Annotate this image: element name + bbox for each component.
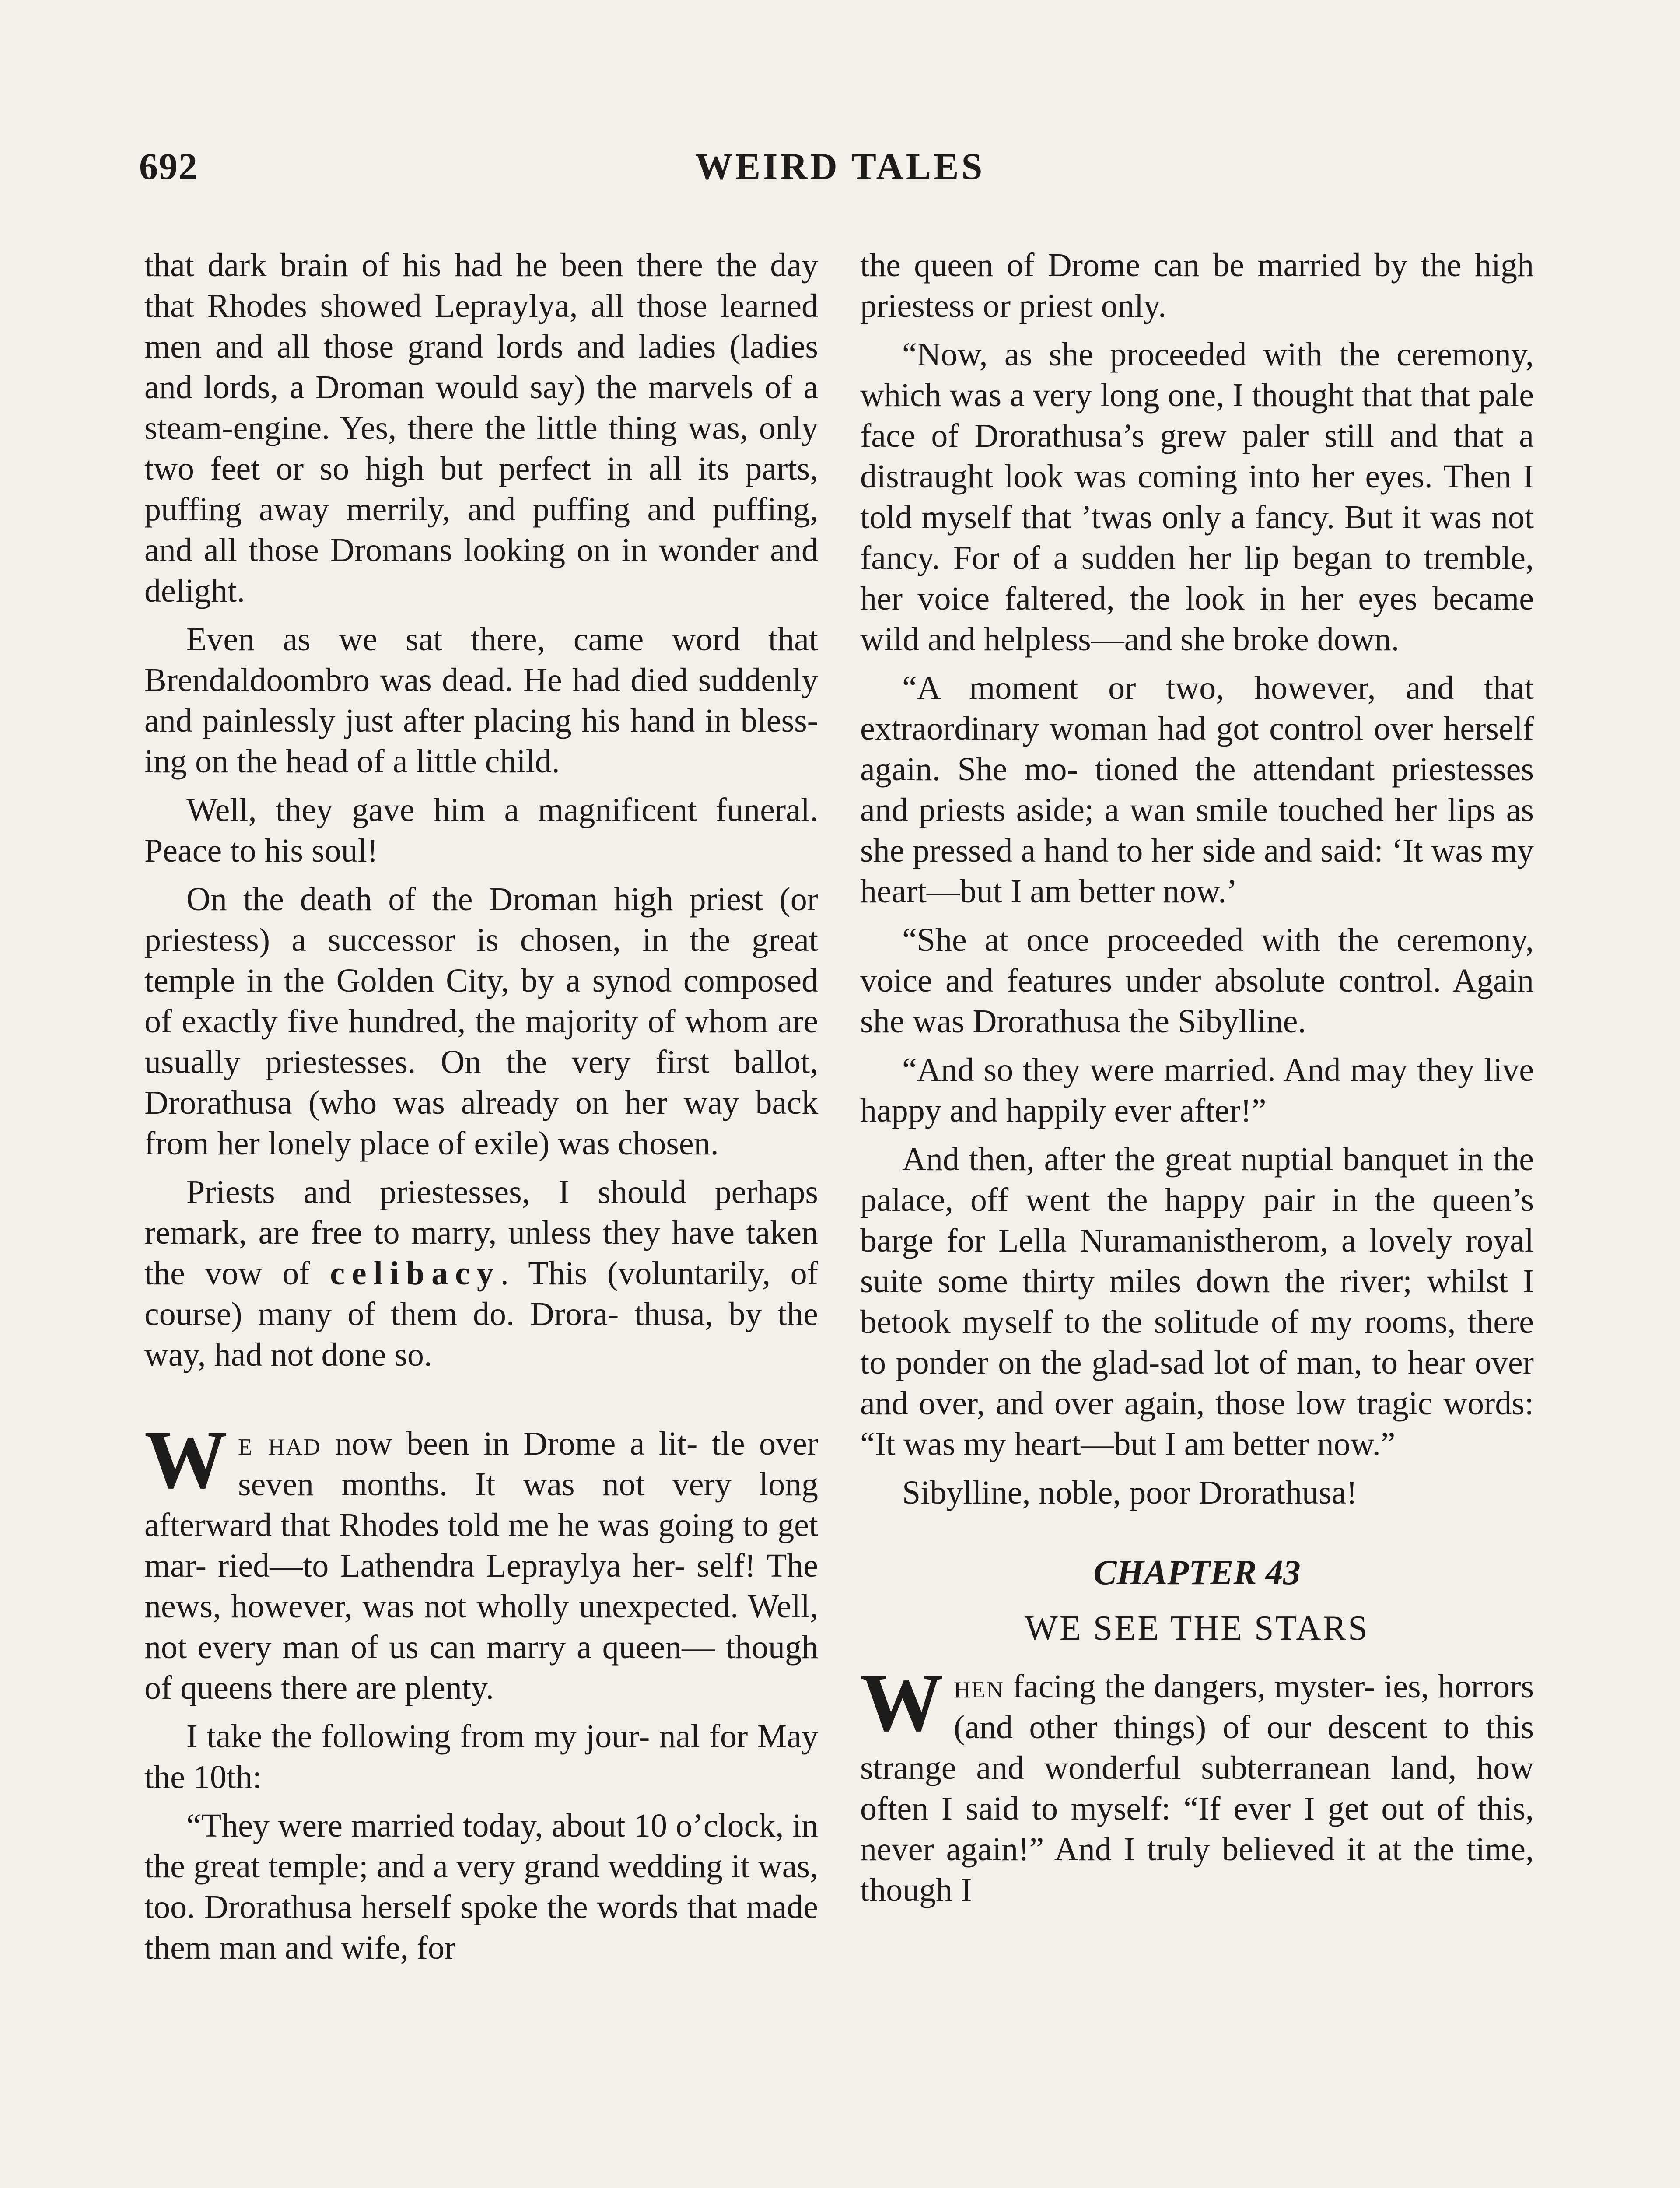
paragraph: “And so they were married. And may they live happy and happily ever after!”: [860, 1052, 1534, 1129]
paragraph: Well, they gave him a magnificent funeral. Peace to his soul!: [144, 792, 818, 869]
paragraph-text: Priests and priestesses, I should perhaps remark, are free to marry, unless they have taken the vow of: [144, 1174, 818, 1292]
paragraph: [144, 1172, 818, 1375]
paragraph: “They were married today, about 10 o’clock, in the great temple; and a very grand wedding it was, too. Drorathusa herself spoke the words that made them man and wife, for: [144, 1807, 818, 1966]
chapter-label: CHAPTER 43: [1093, 1553, 1301, 1592]
paragraph: “A moment or two, however, and that extraordinary woman had got control over herself again. She mo- tioned the attendant priestesses and priests aside; a wan smile touched her lips as she pressed a hand to her side and said: ‘It was my heart—but I am better now.’: [860, 670, 1534, 910]
section-opening-paragraph: [144, 1414, 818, 1708]
paragraph: I take the following from my jour- nal for May the 10th:: [144, 1718, 818, 1795]
page-header: [139, 144, 1541, 206]
paragraph: “Now, as she proceeded with the ceremony, which was a very long one, I thought that that pale face of Drorathusa’s grew paler still and that a distraught look was coming into her eyes. Then I told myself that ’twas only a fancy. But it was not fancy. For of a sudden her lip began to tremble, her voice faltered, the look in her eyes became wild and helpless—and she broke down.: [860, 336, 1534, 658]
paragraph: Sibylline, noble, poor Drorathusa!: [902, 1474, 1358, 1511]
paragraph: Even as we sat there, came word that Brendaldoombro was dead. He had died suddenly and painlessly just after placing his hand in bless- ing on the head of a little child.: [144, 621, 818, 780]
paragraph-text: . This (voluntarily, of course) many of them do. Drora- thusa, by the way, had not done so.: [144, 1255, 818, 1373]
page-number: 692: [139, 145, 198, 187]
paragraph: the queen of Drome can be married by the high priestess or priest only.: [860, 247, 1534, 324]
drop-cap: W: [144, 1414, 228, 1506]
paragraph: And then, after the great nuptial banquet in the palace, off went the happy pair in the queen’s barge for Lella Nuramanistherom, a lovely royal suite some thirty miles down the river; whilst I betook myself to the solitude of my rooms, there to ponder on the glad-sad lot of man, to hear over and over, and over again, those low tragic words: “It was my heart—but I am better now.”: [860, 1141, 1534, 1462]
chapter-title: WE SEE THE STARS: [1025, 1609, 1369, 1648]
left-column: [144, 245, 818, 1976]
running-title: WEIRD TALES: [695, 145, 985, 187]
chapter-opening-paragraph: [860, 1657, 1534, 1911]
small-caps-lead: hen: [954, 1668, 1004, 1705]
paragraph: “She at once proceeded with the ceremony, voice and features under absolute control. Again she was Drorathusa the Sibylline.: [860, 922, 1534, 1040]
right-column: [860, 245, 1534, 1918]
emphasized-word: celibacy: [330, 1255, 500, 1292]
drop-cap: W: [860, 1657, 943, 1749]
paragraph-text: facing the dangers, myster- ies, horrors (and other things) of our descent to this strange and wonderful subterranean land, how often I said to myself: “If ever I get out of this, never again!” And I truly believed it at the time, though I: [860, 1668, 1534, 1908]
small-caps-lead: e had: [238, 1425, 321, 1462]
paragraph: that dark brain of his had he been there the day that Rhodes showed Lepraylya, all those learned men and all those grand lords and ladies (ladies and lords, a Droman would say) the marvels of a steam-engine. Yes, there the little thing was, only two feet or so high but perfect in all its parts, puffing away merrily, and puffing and puffing, and all those Dromans looking on in wonder and delight.: [144, 247, 818, 609]
paragraph-text: now been in Drome a lit- tle over seven months. It was not very long afterward that Rhodes told me he was going to get mar- ried—to Lathendra Lepraylya her- self! The news, however, was not wholly unexpected. Well, not every man of us can marry a queen— though of queens there are plenty.: [144, 1425, 818, 1706]
paragraph: On the death of the Droman high priest (or priestess) a successor is chosen, in the great temple in the Golden City, by a synod composed of exactly five hundred, the majority of whom are usually priestesses. On the very first ballot, Drorathusa (who was already on her way back from her lonely place of exile) was chosen.: [144, 881, 818, 1162]
